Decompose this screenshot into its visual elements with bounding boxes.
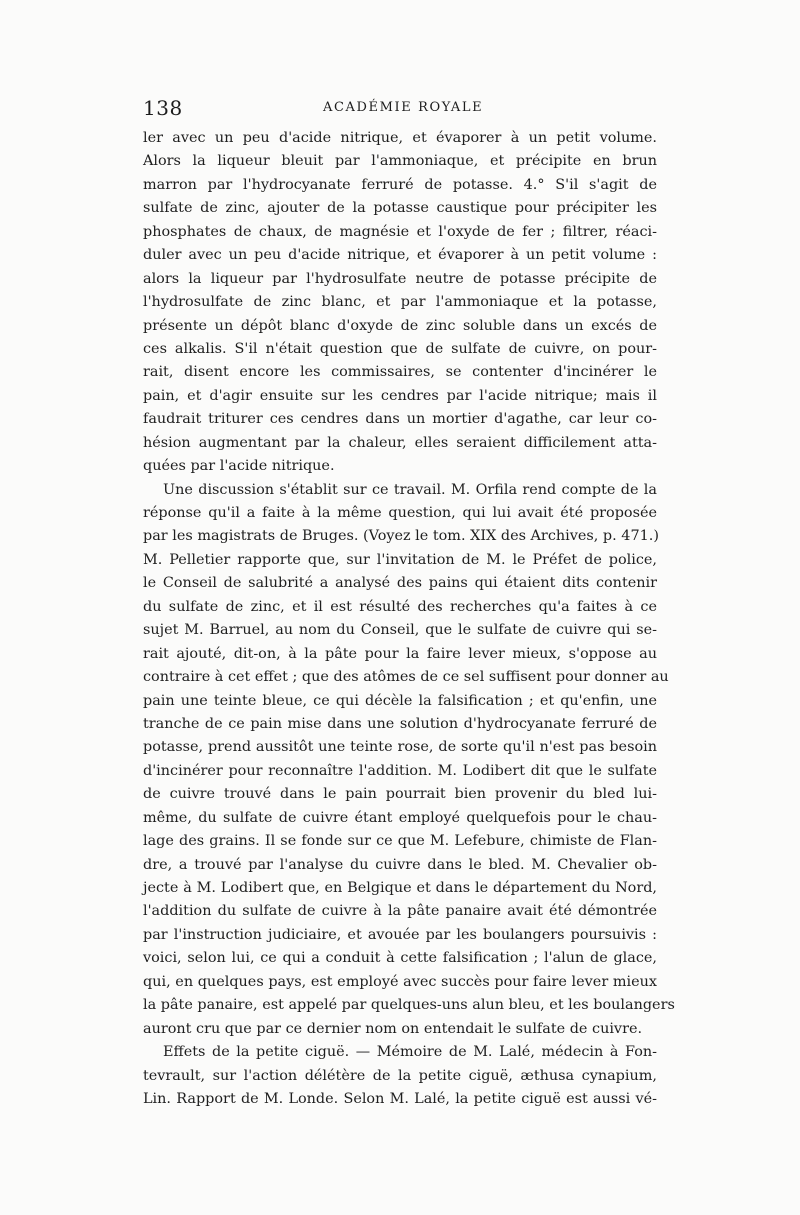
text-line: de cuivre trouvé dans le pain pourrait bien provenir du bled lui- — [143, 786, 657, 803]
text-line: auront cru que par ce dernier nom on entendait le sulfate de cuivre. — [143, 1020, 643, 1037]
text-line: du sulfate de zinc, et il est résulté des recherches qu'a faites à ce — [143, 598, 657, 615]
text-line: d'incinérer pour reconnaître l'addition. M. Lodibert dit que le sulfate — [143, 762, 657, 779]
text-line: sujet M. Barruel, au nom du Conseil, que le sulfate de cuivre qui se- — [143, 622, 657, 639]
text-line: alors la liqueur par l'hydrosulfate neutre de potasse précipite de — [143, 270, 657, 287]
text-line: qui, en quelques pays, est employé avec succès pour faire lever mieux — [143, 973, 657, 990]
text-line: tranche de ce pain mise dans une solution d'hydrocyanate ferruré de — [143, 715, 657, 732]
text-line: rait ajouté, dit-on, à la pâte pour la faire lever mieux, s'oppose au — [143, 645, 657, 662]
text-line: phosphates de chaux, de magnésie et l'oxyde de fer ; filtrer, réaci- — [143, 223, 657, 240]
text-line: même, du sulfate de cuivre étant employé quelquefois pour le chau- — [143, 809, 657, 826]
text-line: pain une teinte bleue, ce qui décèle la falsification ; et qu'enfin, une — [143, 692, 657, 709]
text-line: la pâte panaire, est appelé par quelques-uns alun bleu, et les boulangers — [143, 997, 675, 1014]
text-line: potasse, prend aussitôt une teinte rose, de sorte qu'il n'est pas besoin — [143, 739, 657, 756]
text-line: dre, a trouvé par l'analyse du cuivre dans le bled. M. Chevalier ob- — [143, 856, 657, 873]
text-line: réponse qu'il a faite à la même question, qui lui avait été proposée — [143, 505, 657, 521]
text-line: sulfate de zinc, ajouter de la potasse caustique pour précipiter les — [143, 200, 657, 217]
text-line: l'hydrosulfate de zinc blanc, et par l'ammoniaque et la potasse, — [143, 294, 657, 311]
text-line: Une discussion s'établit sur ce travail. M. Orfila rend compte de la — [163, 481, 657, 498]
text-line: voici, selon lui, ce qui a conduit à cette falsification ; l'alun de glace, — [143, 950, 657, 967]
text-line: Effets de la petite ciguë. — Mémoire de M. Lalé, médecin à Fon- — [163, 1044, 657, 1061]
text-line: ces alkalis. S'il n'était question que de sulfate de cuivre, on pour- — [143, 340, 657, 357]
text-line: le Conseil de salubrité a analysé des pains qui étaient dits contenir — [143, 575, 657, 592]
body-text — [143, 127, 675, 1111]
text-line: l'addition du sulfate de cuivre à la pâte panaire avait été démontrée — [143, 903, 657, 920]
text-line: rait, disent encore les commissaires, se contenter d'incinérer le — [143, 364, 657, 381]
text-line: quées par l'acide nitrique. — [143, 458, 335, 475]
text-line: tevrault, sur l'action délétère de la petite ciguë, æthusa cynapium, — [143, 1067, 657, 1084]
text-line: jecte à M. Lodibert que, en Belgique et dans le département du Nord, — [143, 880, 657, 896]
running-head: ACADÉMIE ROYALE — [323, 100, 484, 115]
text-line: duler avec un peu d'acide nitrique, et évaporer à un petit volume : — [143, 247, 657, 264]
page-header — [143, 96, 657, 126]
text-line: hésion augmentant par la chaleur, elles seraient difficilement atta- — [143, 434, 657, 451]
text-line: présente un dépôt blanc d'oxyde de zinc soluble dans un excés de — [143, 317, 657, 334]
page-number: 138 — [143, 96, 183, 120]
text-line: par l'instruction judiciaire, et avouée par les boulangers poursuivis : — [143, 926, 657, 943]
text-line: pain, et d'agir ensuite sur les cendres par l'acide nitrique; mais il — [143, 387, 657, 404]
text-line: lage des grains. Il se fonde sur ce que M. Lefebure, chimiste de Flan- — [143, 833, 657, 850]
text-line: faudrait triturer ces cendres dans un mortier d'agathe, car leur co- — [143, 411, 657, 428]
text-line: contraire à cet effet ; que des atômes de ce sel suffisent pour donner au — [143, 669, 669, 686]
text-line: Lin. Rapport de M. Londe. Selon M. Lalé, la petite ciguë est aussi vé- — [143, 1090, 657, 1107]
text-line: M. Pelletier rapporte que, sur l'invitation de M. le Préfet de police, — [143, 551, 657, 568]
text-line: ler avec un peu d'acide nitrique, et évaporer à un petit volume. — [143, 130, 657, 146]
text-line: par les magistrats de Bruges. (Voyez le tom. XIX des Archives, p. 471.) — [143, 528, 659, 545]
text-line: marron par l'hydrocyanate ferruré de potasse. 4.° S'il s'agit de — [143, 176, 657, 193]
text-line: Alors la liqueur bleuit par l'ammoniaque, et précipite en brun — [143, 153, 657, 170]
